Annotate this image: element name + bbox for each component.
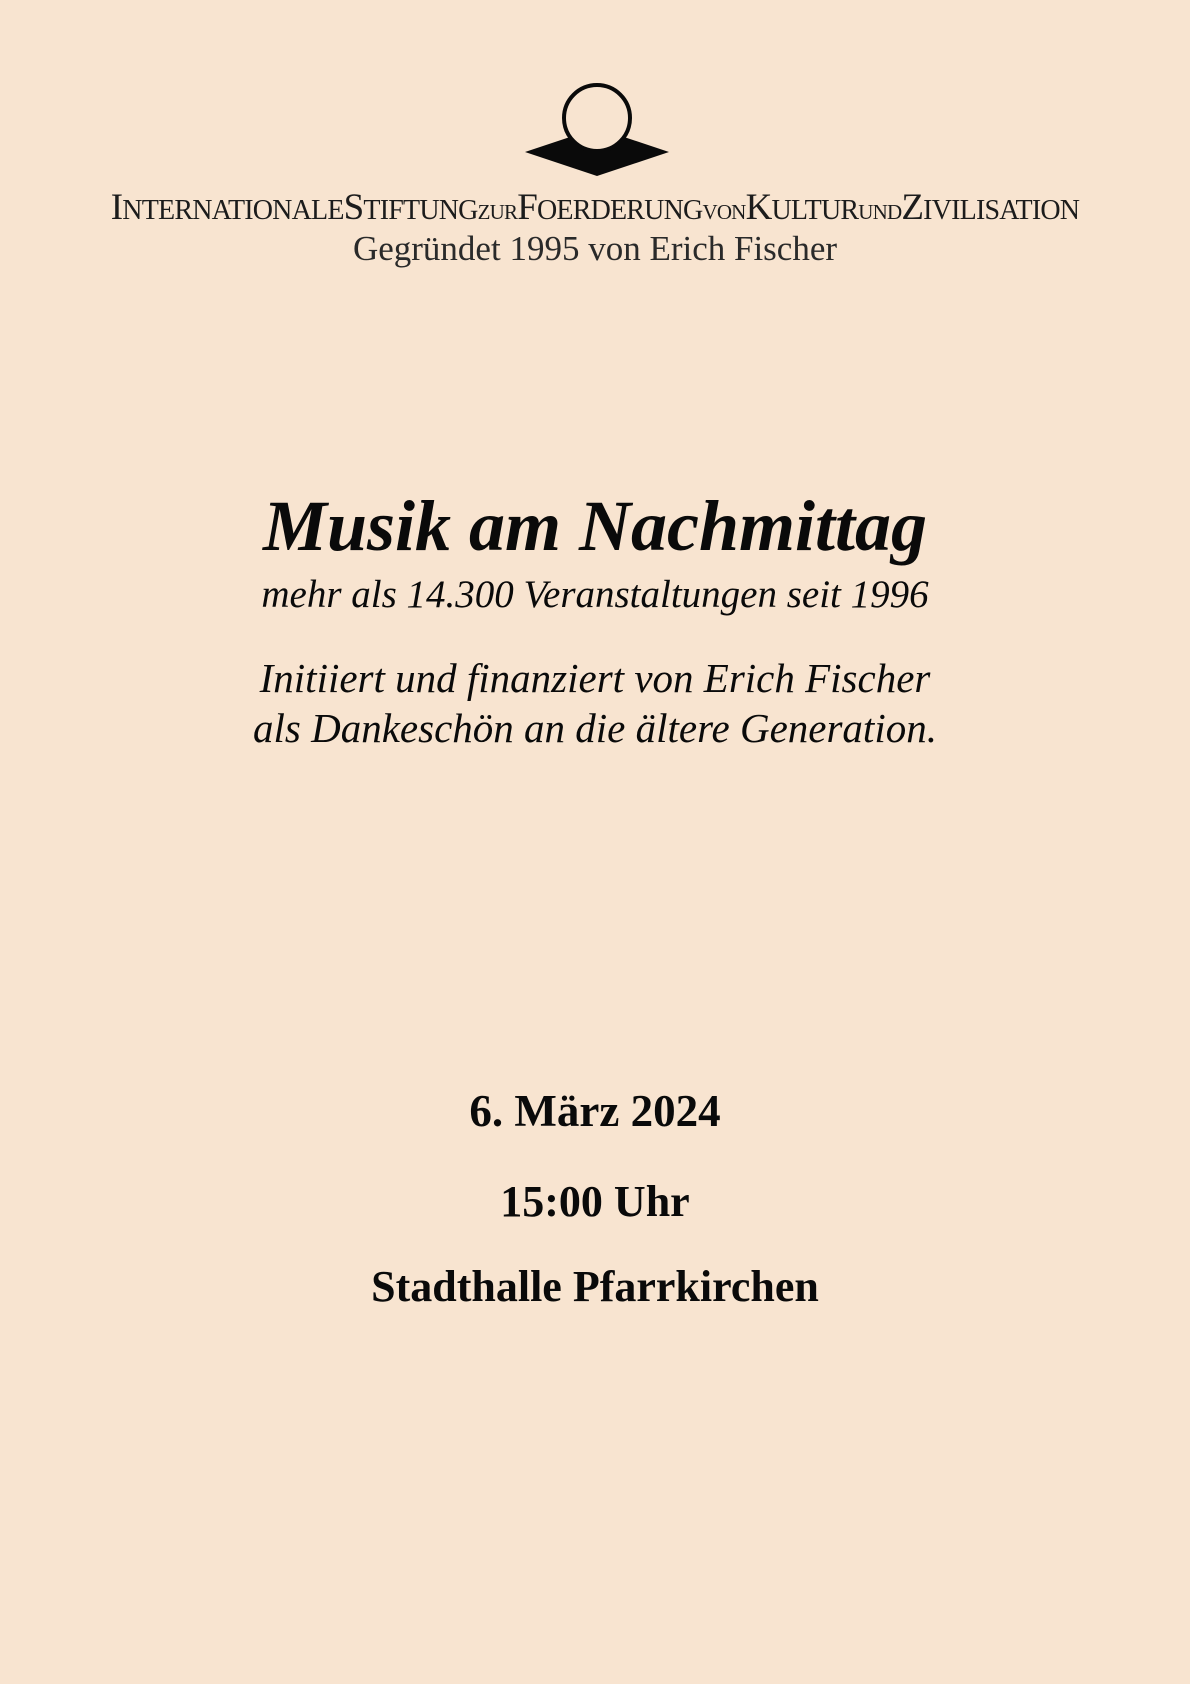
foundation-name-part: TIFTUNG	[363, 195, 478, 226]
founded-line: Gegründet 1995 von Erich Fischer	[352, 229, 838, 268]
foundation-name-part: OERDERUNG	[536, 195, 703, 226]
initiated-line-1: Initiiert und finanziert von Erich Fischer	[259, 655, 931, 701]
event-title: Musik am Nachmittag	[262, 486, 928, 566]
foundation-name-part: ZUR	[477, 200, 518, 224]
foundation-name-part: S	[343, 187, 364, 228]
foundation-name-part: Z	[901, 187, 924, 228]
initiated-line-2: als Dankeschön an die ältere Generation.	[253, 705, 937, 751]
foundation-name-part: UND	[858, 200, 902, 224]
foundation-name-part: K	[745, 187, 772, 228]
event-subtitle: mehr als 14.300 Veranstaltungen seit 1996	[261, 573, 929, 616]
event-time: 15:00 Uhr	[500, 1177, 690, 1226]
foundation-name-part: F	[517, 187, 537, 228]
event-date: 6. März 2024	[469, 1086, 721, 1136]
foundation-name-part: IVILISATION	[923, 195, 1080, 226]
foundation-name-part: VON	[702, 200, 746, 224]
foundation-name-part: ULTUR	[771, 195, 859, 226]
foundation-name-part: I	[110, 187, 123, 228]
event-venue: Stadthalle Pfarrkirchen	[371, 1262, 819, 1311]
foundation-name-part: NTERNATIONALE	[122, 195, 344, 226]
circle-on-diamond-logo-icon	[525, 82, 669, 182]
